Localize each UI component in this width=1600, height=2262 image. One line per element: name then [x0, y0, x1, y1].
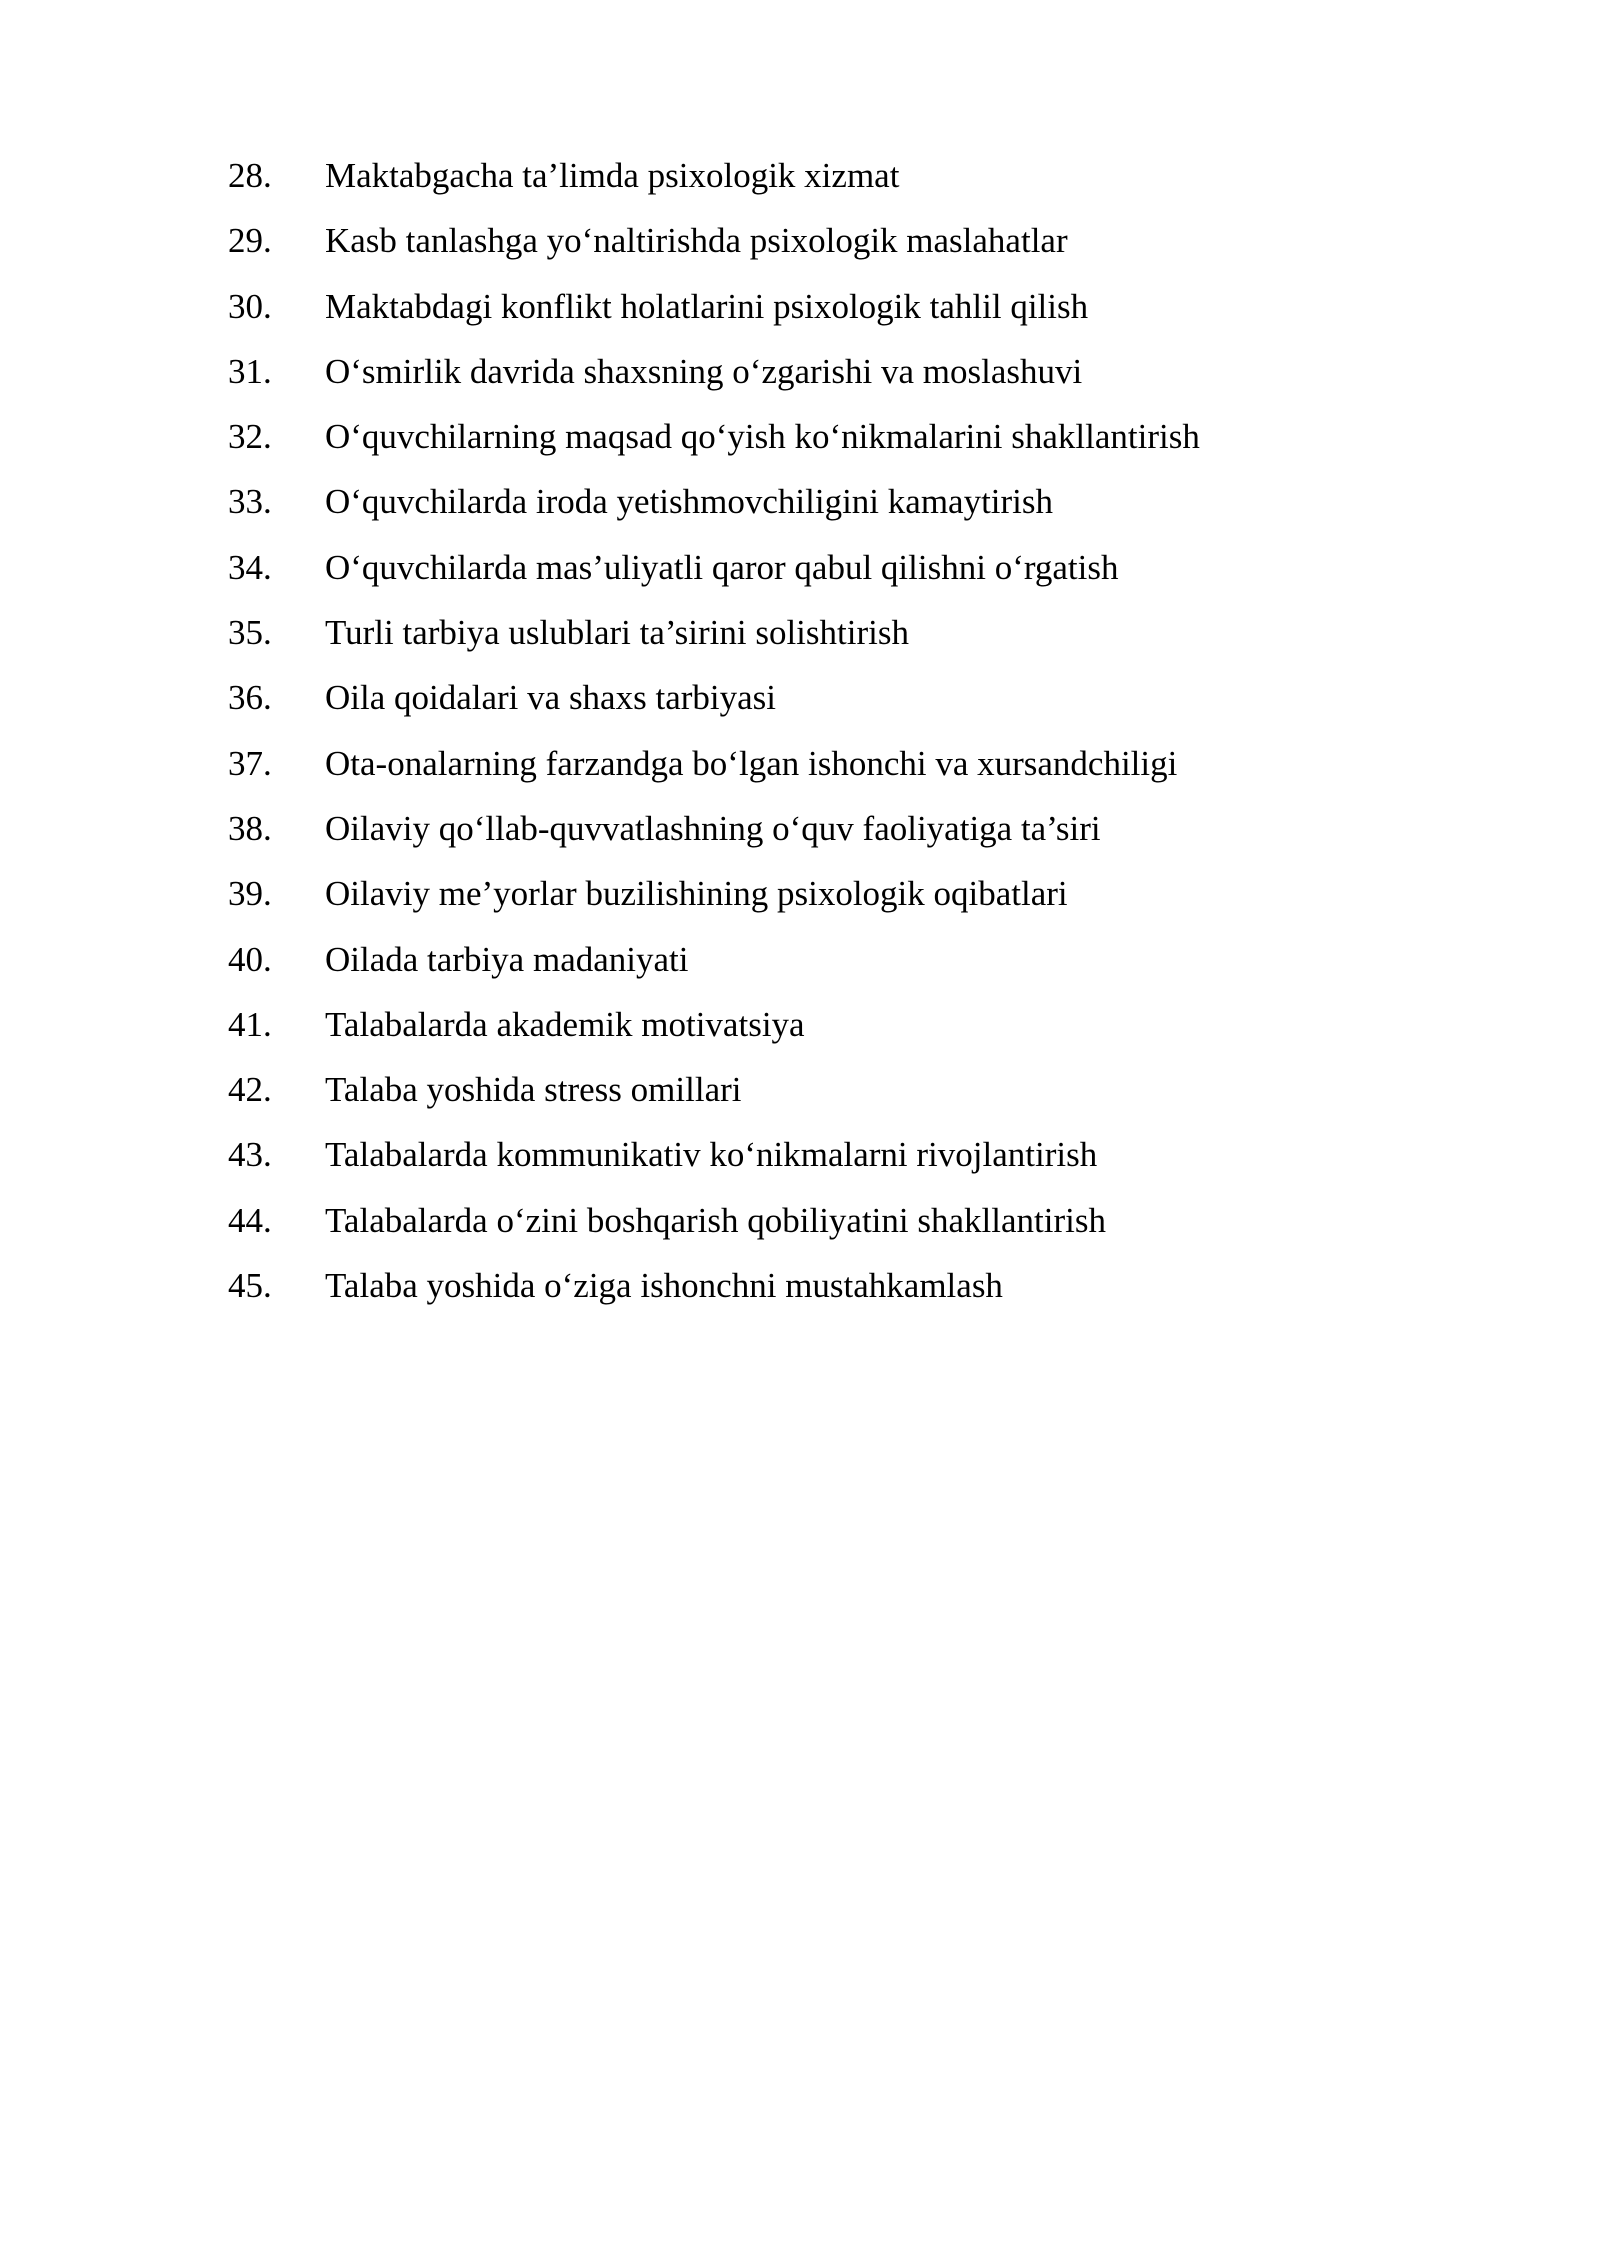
list-item: [228, 997, 1428, 1062]
list-item: [228, 932, 1428, 997]
item-number: 30.: [228, 286, 272, 326]
item-text: Oilada tarbiya madaniyati: [325, 939, 689, 979]
list-item: [228, 1127, 1428, 1192]
item-text: Oilaviy qo‘llab-quvvatlashning o‘quv faoliyatiga ta’siri: [325, 808, 1101, 848]
item-text: Turli tarbiya uslublari ta’sirini solishtirish: [325, 613, 909, 653]
item-text: Talaba yoshida o‘ziga ishonchni mustahkamlash: [325, 1266, 1003, 1306]
item-number: 36.: [228, 678, 272, 718]
item-text: Oilaviy me’yorlar buzilishining psixologik oqibatlari: [325, 874, 1068, 914]
item-number: 33.: [228, 482, 272, 522]
item-number: 45.: [228, 1266, 272, 1306]
topic-list: [228, 148, 1428, 1323]
list-item: [228, 344, 1428, 409]
list-item: [228, 474, 1428, 539]
item-text: O‘quvchilarda iroda yetishmovchiligini kamaytirish: [325, 482, 1054, 522]
list-item: [228, 540, 1428, 605]
item-text: Talabalarda akademik motivatsiya: [325, 1004, 805, 1044]
list-item: [228, 409, 1428, 474]
item-number: 32.: [228, 417, 272, 457]
list-item: [228, 736, 1428, 801]
item-number: 35.: [228, 613, 272, 653]
list-item: [228, 801, 1428, 866]
item-number: 31.: [228, 351, 272, 391]
item-text: Talabalarda kommunikativ ko‘nikmalarni rivojlantirish: [325, 1135, 1098, 1175]
item-number: 42.: [228, 1070, 272, 1110]
item-number: 40.: [228, 939, 272, 979]
item-number: 34.: [228, 547, 272, 587]
item-number: 28.: [228, 156, 272, 195]
item-number: 39.: [228, 874, 272, 914]
item-number: 44.: [228, 1200, 272, 1240]
item-text: O‘quvchilarda mas’uliyatli qaror qabul qilishni o‘rgatish: [325, 547, 1119, 587]
list-item: [228, 866, 1428, 931]
list-item: [228, 1258, 1428, 1323]
item-text: O‘quvchilarning maqsad qo‘yish ko‘nikmalarini shakllantirish: [325, 417, 1200, 457]
item-number: 38.: [228, 808, 272, 848]
list-item: [228, 670, 1428, 735]
item-text: Talabalarda o‘zini boshqarish qobiliyatini shakllantirish: [325, 1200, 1106, 1240]
item-text: Maktabgacha ta’limda psixologik xizmat: [325, 156, 900, 195]
item-number: 43.: [228, 1135, 272, 1175]
list-item: [228, 1193, 1428, 1258]
list-item: [228, 605, 1428, 670]
item-text: Oila qoidalari va shaxs tarbiyasi: [325, 678, 776, 718]
item-text: Talaba yoshida stress omillari: [325, 1070, 742, 1110]
item-text: O‘smirlik davrida shaxsning o‘zgarishi va moslashuvi: [325, 351, 1083, 391]
list-item: [228, 148, 1428, 213]
item-text: Maktabdagi konflikt holatlarini psixologik tahlil qilish: [325, 286, 1089, 326]
list-item: [228, 279, 1428, 344]
item-text: Ota-onalarning farzandga bo‘lgan ishonchi va xursandchiligi: [325, 743, 1178, 783]
item-number: 37.: [228, 743, 272, 783]
list-item: [228, 213, 1428, 278]
list-item: [228, 1062, 1428, 1127]
item-number: 41.: [228, 1004, 272, 1044]
item-text: Kasb tanlashga yo‘naltirishda psixologik maslahatlar: [325, 221, 1068, 261]
item-number: 29.: [228, 221, 272, 261]
